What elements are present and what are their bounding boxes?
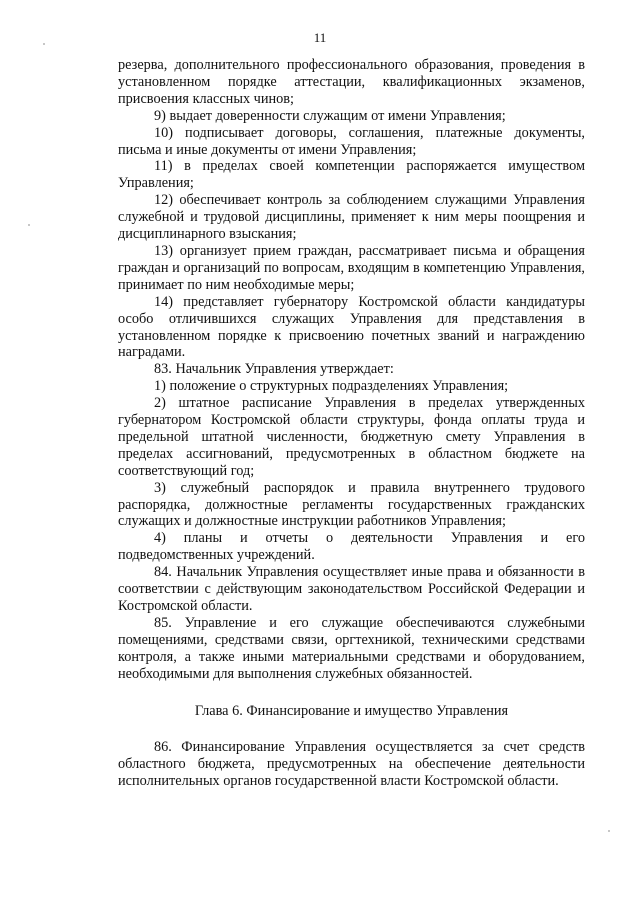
list-item-12: 12) обеспечивает контроль за соблюдением служащими Управления служебной и трудовой дисциплины, применяет к ним меры поощрения и дисциплинарного взыскания; bbox=[118, 192, 585, 243]
section-85: 85. Управление и его служащие обеспечиваются служебными помещениями, средствами связи, оргтехникой, техническими средствами контроля, а также иными материальными средствами и оборудованием, необходимыми для выполнения служебных обязанностей. bbox=[118, 614, 585, 682]
scan-speck bbox=[43, 43, 45, 45]
list-item-10: 10) подписывает договоры, соглашения, платежные документы, письма и иные документы от имени Управления; bbox=[118, 124, 585, 158]
paragraph-continuation: резерва, дополнительного профессионального образования, проведения в установленном порядке аттестации, квалификационных экзаменов, присвоения классных чинов; bbox=[118, 57, 585, 107]
list-item-9: 9) выдает доверенности служащим от имени Управления; bbox=[154, 107, 506, 124]
page-number: 11 bbox=[313, 30, 327, 45]
list-item-11: 11) в пределах своей компетенции распоряжается имуществом Управления; bbox=[118, 158, 585, 192]
section-83-item-3: 3) служебный распорядок и правила внутреннего трудового распорядка, должностные регламенты государственных гражданских служащих и должностные инструкции работников Управления; bbox=[118, 479, 585, 530]
list-item-13: 13) организует прием граждан, рассматривает письма и обращения граждан и организаций по вопросам, входящим в компетенцию Управления, принимает по ним необходимые меры; bbox=[118, 242, 585, 293]
scan-speck bbox=[28, 224, 30, 226]
section-84: 84. Начальник Управления осуществляет иные права и обязанности в соответствии с действующим законодательством Российской Федерации и Костромской области. bbox=[118, 564, 585, 614]
section-83-item-4: 4) планы и отчеты о деятельности Управления и его подведомственных учреждений. bbox=[118, 530, 585, 564]
document-body bbox=[118, 57, 585, 790]
list-item-14: 14) представляет губернатору Костромской области кандидатуры особо отличившихся служащих Управления для представления в установленном порядке к присвоению почетных званий и награждению наградами. bbox=[118, 293, 585, 361]
scan-speck bbox=[608, 830, 610, 832]
section-83-item-2: 2) штатное расписание Управления в пределах утвержденных губернатором Костромской области структуры, фонда оплаты труда и предельной штатной численности, бюджетную смету Управления в пределах ассигнований, предусмотренных в областном бюджете на соответствующий год; bbox=[118, 395, 585, 479]
section-83-item-1: 1) положение о структурных подразделениях Управления; bbox=[154, 378, 509, 395]
chapter-heading: Глава 6. Финансирование и имущество Управления bbox=[194, 702, 509, 719]
section-83: 83. Начальник Управления утверждает: bbox=[154, 361, 394, 378]
section-86: 86. Финансирование Управления осуществляется за счет средств областного бюджета, предусмотренных на обеспечение деятельности исполнительных органов государственной власти Костромской области. bbox=[118, 739, 585, 790]
